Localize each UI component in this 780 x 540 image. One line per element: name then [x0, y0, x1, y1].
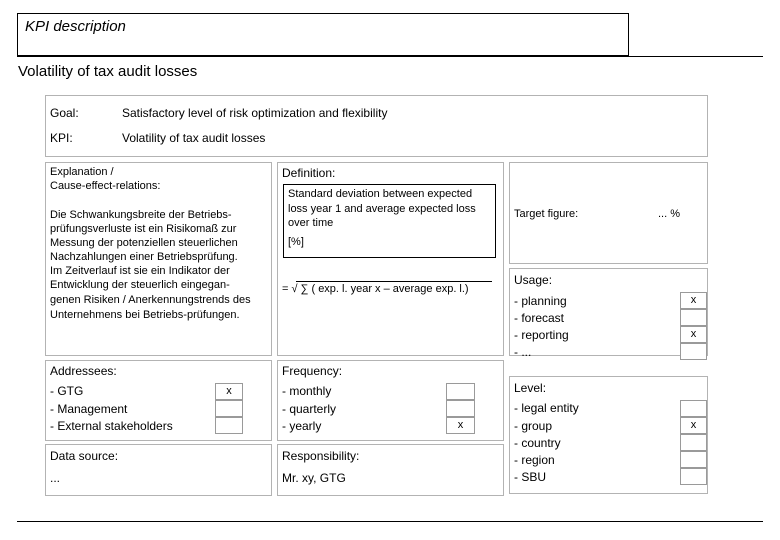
- responsibility-value: Mr. xy, GTG: [282, 471, 346, 485]
- header-rule: [17, 56, 763, 57]
- kpi-value: Volatility of tax audit losses: [122, 131, 266, 145]
- data-source-value: ...: [50, 471, 61, 485]
- definition-title: Definition:: [282, 166, 336, 180]
- frequency-item: - yearly: [282, 419, 322, 433]
- usage-item: - forecast: [514, 311, 565, 325]
- usage-checkbox-reporting[interactable]: x: [680, 326, 707, 343]
- explanation-line: Im Zeitverlauf ist sie ein Indikator der: [50, 265, 230, 277]
- level-title: Level:: [514, 381, 547, 395]
- level-checkbox-sbu[interactable]: [680, 468, 707, 485]
- level-item: - legal entity: [514, 401, 579, 415]
- data-source-title: Data source:: [50, 449, 119, 463]
- level-checkbox-region[interactable]: [680, 451, 707, 468]
- footer-rule: [17, 521, 763, 522]
- addressee-checkbox-external[interactable]: [215, 417, 243, 434]
- explanation-line: Unternehmens bei Betriebs-prüfungen.: [50, 309, 240, 321]
- frequency-checkbox-quarterly[interactable]: [446, 400, 475, 417]
- goal-value: Satisfactory level of risk optimization and flexibility: [122, 106, 388, 120]
- definition-unit: [%]: [288, 236, 304, 248]
- explanation-title-line1: Explanation /: [50, 166, 114, 178]
- frequency-item: - monthly: [282, 384, 332, 398]
- target-value: ... %: [658, 208, 681, 220]
- target-label: Target figure:: [514, 208, 579, 220]
- usage-checkbox-other[interactable]: [680, 343, 707, 360]
- addressee-item: - Management: [50, 402, 128, 416]
- level-checkbox-country[interactable]: [680, 434, 707, 451]
- level-item: - group: [514, 419, 553, 433]
- explanation-line: prüfungsverluste ist ein Risikomaß zur: [50, 223, 237, 235]
- usage-title: Usage:: [514, 273, 553, 287]
- frequency-item: - quarterly: [282, 402, 337, 416]
- usage-item: - planning: [514, 294, 567, 308]
- definition-line: loss year 1 and average expected loss: [288, 203, 476, 215]
- kpi-label: KPI:: [50, 131, 73, 145]
- level-checkbox-legal-entity[interactable]: [680, 400, 707, 417]
- addressee-item: - GTG: [50, 384, 84, 398]
- goal-kpi-box: [45, 95, 708, 157]
- explanation-line: Entwicklung der steuerlich eingegan-: [50, 279, 230, 291]
- frequency-title: Frequency:: [282, 364, 343, 378]
- level-item: - country: [514, 436, 561, 450]
- explanation-line: Nachzahlungen einer Betriebsprüfung.: [50, 251, 238, 263]
- usage-checkbox-forecast[interactable]: [680, 309, 707, 326]
- formula-radical-bar: [296, 281, 492, 282]
- addressee-checkbox-gtg[interactable]: x: [215, 383, 243, 400]
- level-item: - region: [514, 453, 555, 467]
- frequency-checkbox-yearly[interactable]: x: [446, 417, 475, 434]
- addressee-checkbox-management[interactable]: [215, 400, 243, 417]
- definition-line: over time: [288, 217, 334, 229]
- responsibility-title: Responsibility:: [282, 449, 360, 463]
- usage-item: - reporting: [514, 328, 569, 342]
- frequency-checkbox-monthly[interactable]: [446, 383, 475, 400]
- goal-label: Goal:: [50, 106, 79, 120]
- addressee-item: - External stakeholders: [50, 419, 173, 433]
- level-checkbox-group[interactable]: x: [680, 417, 707, 434]
- explanation-line: genen Risiken / Anerkennungstrends des: [50, 294, 251, 306]
- addressees-title: Addressees:: [50, 364, 117, 378]
- level-item: - SBU: [514, 470, 547, 484]
- header-title: KPI description: [25, 18, 126, 35]
- usage-checkbox-planning[interactable]: x: [680, 292, 707, 309]
- usage-item: - ...: [514, 345, 532, 359]
- explanation-line: Die Schwankungsbreite der Betriebs-: [50, 209, 232, 221]
- explanation-line: Messung der potenziellen steuerlichen: [50, 237, 238, 249]
- definition-formula: = √ ∑ ( exp. l. year x – average exp. l.): [282, 283, 469, 295]
- definition-line: Standard deviation between expected: [288, 188, 473, 200]
- explanation-title-line2: Cause-effect-relations:: [50, 180, 161, 192]
- kpi-name-heading: Volatility of tax audit losses: [18, 63, 198, 80]
